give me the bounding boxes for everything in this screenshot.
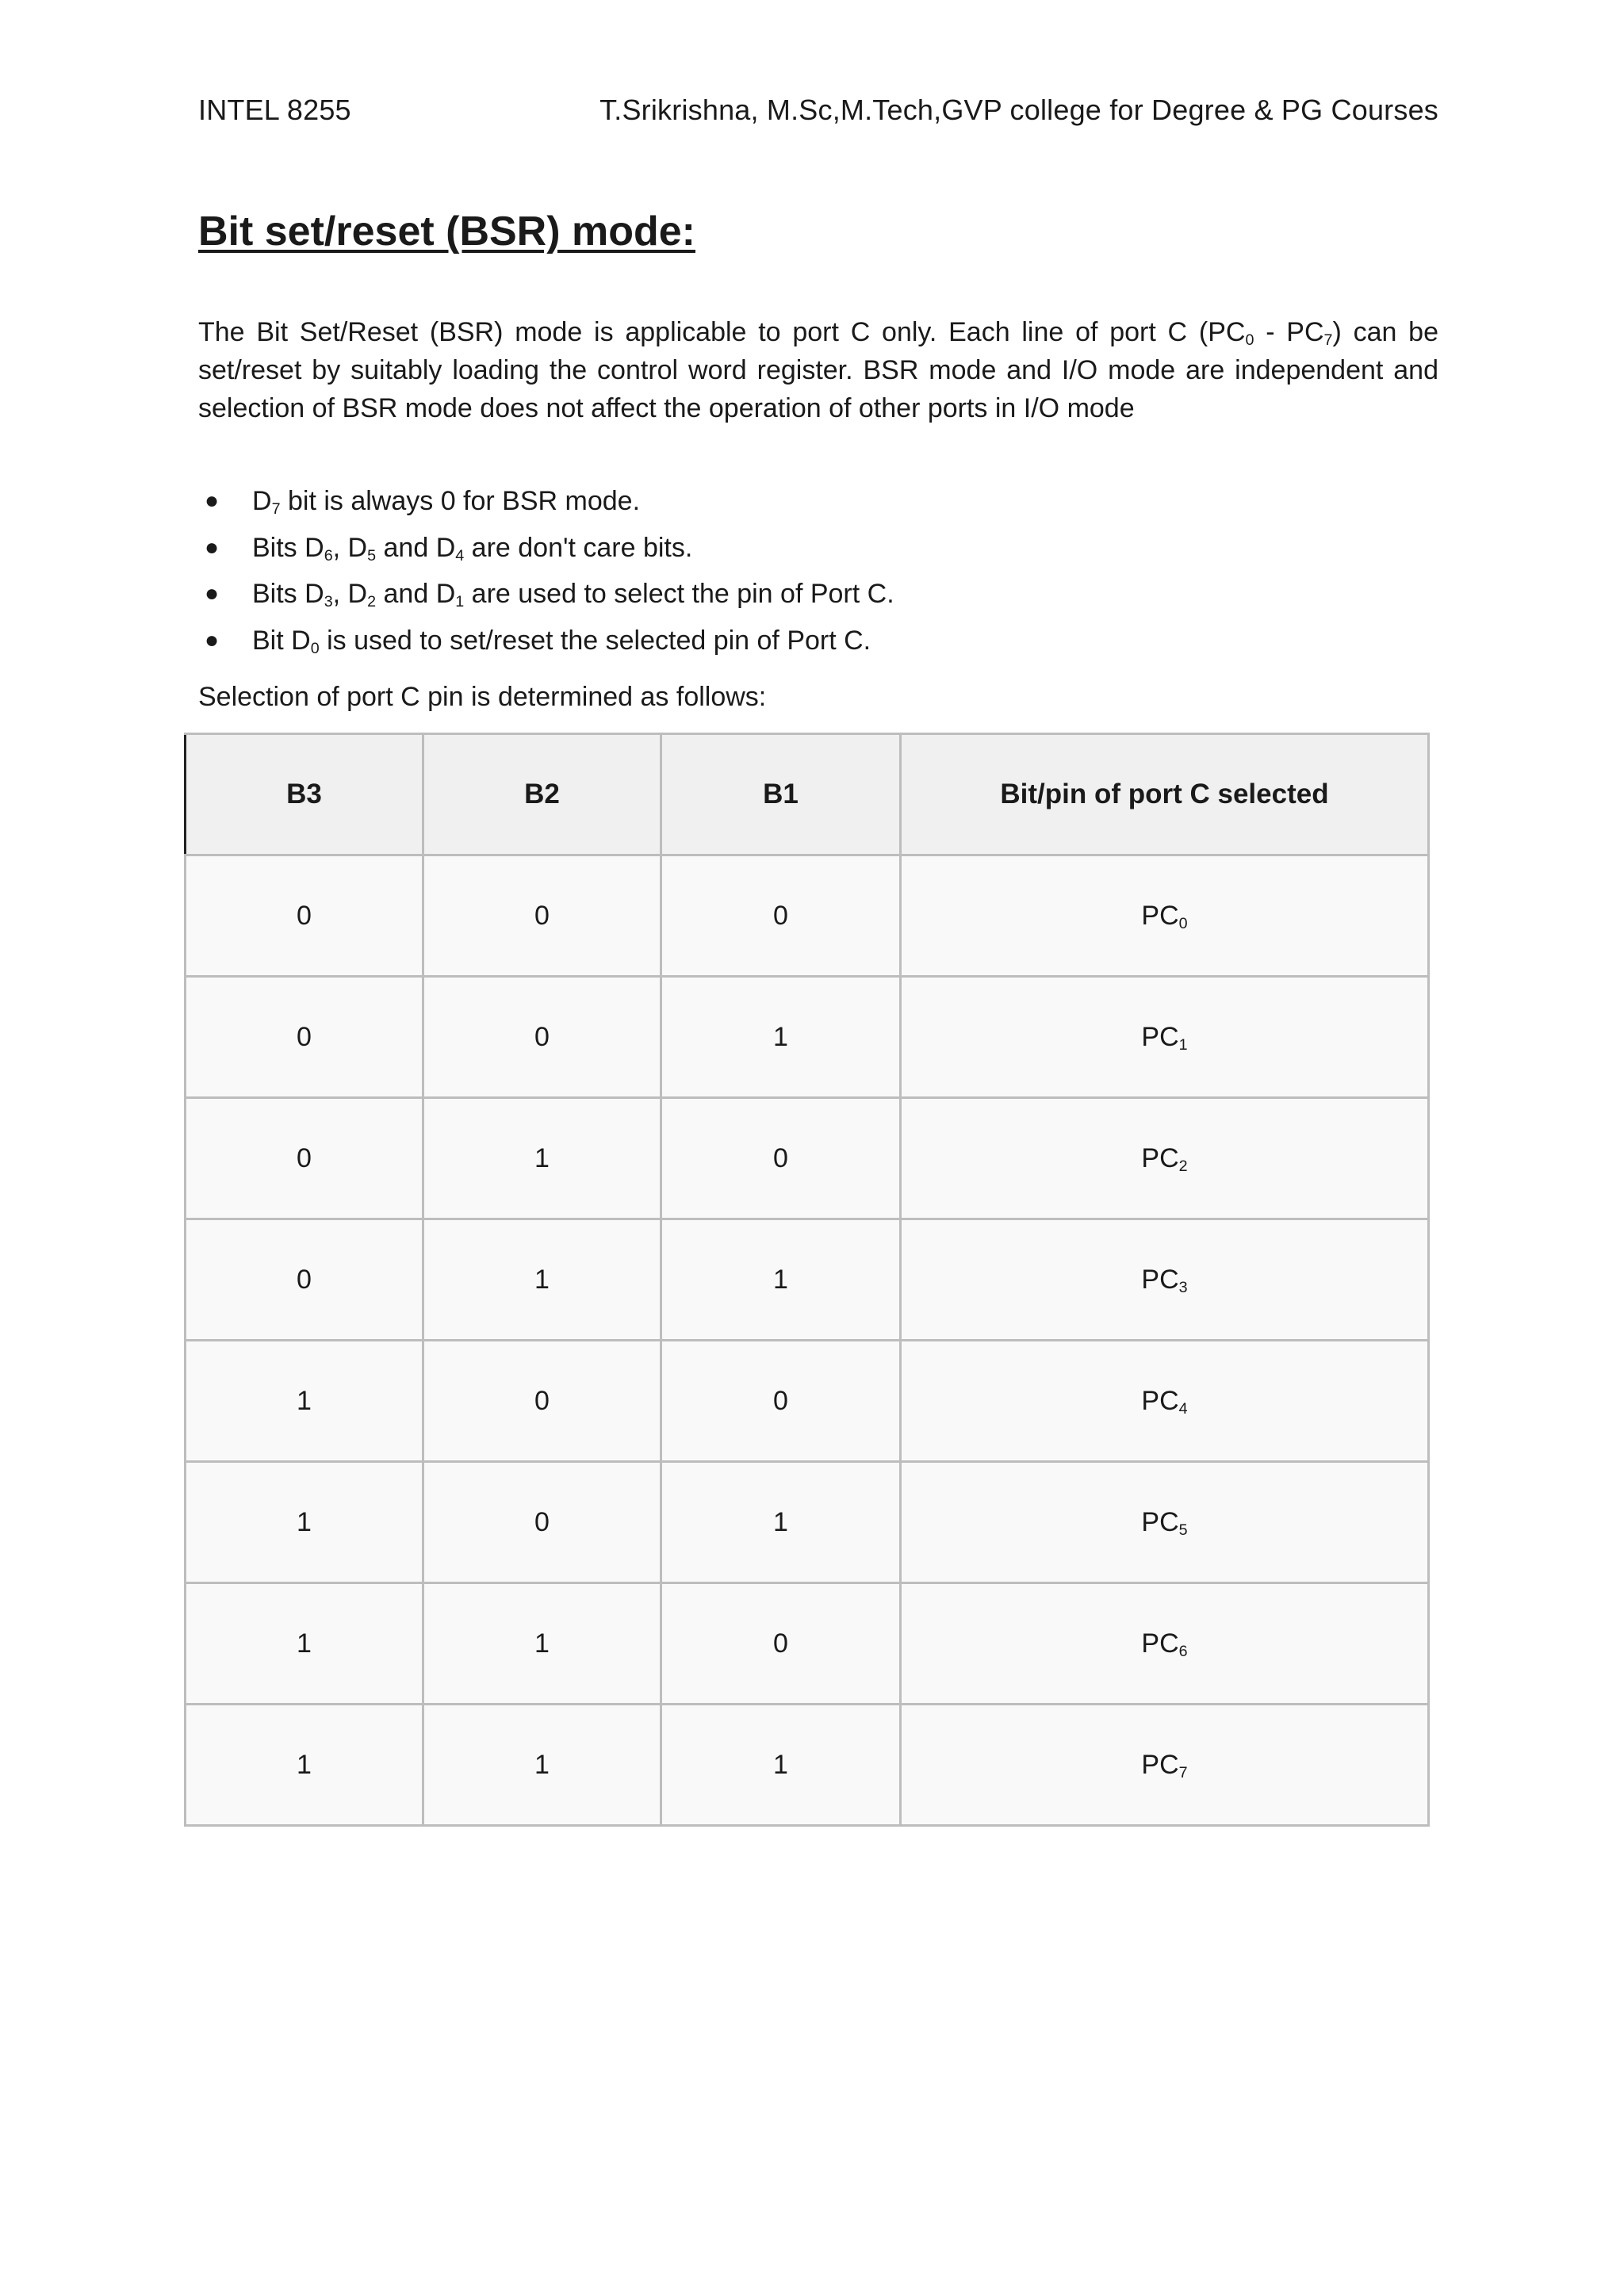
page-title: Bit set/reset (BSR) mode:	[198, 209, 695, 254]
selection-text: Selection of port C pin is determined as follows:	[198, 682, 767, 712]
header-b3: B3	[186, 734, 423, 855]
bullet-text: and D	[376, 532, 456, 563]
cell-pin	[901, 1583, 1429, 1705]
cell-pin	[901, 1462, 1429, 1583]
bullet-text: Bits D	[252, 579, 324, 609]
intro-sub-b: 7	[1323, 331, 1333, 349]
cell-b3: 1	[186, 1341, 423, 1462]
cell-pin	[901, 1705, 1429, 1826]
table-row	[186, 1583, 1429, 1705]
bullet-item	[198, 622, 1388, 668]
intro-text-c: ) can be set/reset by suitably loading the control word register. BSR mode and I/O mode are independent and selection of BSR mode does not affect the operation of other ports in I/O mode	[198, 317, 1439, 423]
bullet-text: is used to set/reset the selected pin of Port C.	[319, 625, 871, 656]
pin-label: PC	[1141, 900, 1179, 931]
bullet-text: , D	[332, 579, 368, 609]
cell-b1: 0	[661, 1341, 901, 1462]
table-row	[186, 1098, 1429, 1219]
table-header-row	[186, 734, 1429, 855]
bullet-sub: 3	[324, 592, 333, 610]
pin-sub: 1	[1178, 1035, 1188, 1054]
bullet-text: bit is always 0 for BSR mode.	[280, 486, 641, 516]
pin-sub: 5	[1178, 1521, 1188, 1539]
cell-b2: 1	[423, 1219, 661, 1341]
cell-pin	[901, 1098, 1429, 1219]
table-row	[186, 1462, 1429, 1583]
cell-b3: 1	[186, 1462, 423, 1583]
header-b1: B1	[661, 734, 901, 855]
intro-text-b: - PC	[1254, 317, 1324, 347]
bullet-sub: 5	[367, 546, 377, 564]
bullet-dot-icon: ●	[205, 488, 220, 514]
cell-b1: 1	[661, 977, 901, 1098]
bullet-sub: 4	[455, 546, 465, 564]
table-row	[186, 855, 1429, 977]
cell-b2: 1	[423, 1705, 661, 1826]
cell-b2: 0	[423, 1462, 661, 1583]
cell-b1: 1	[661, 1219, 901, 1341]
cell-b3: 0	[186, 1098, 423, 1219]
cell-b2: 0	[423, 855, 661, 977]
bullet-text: Bits D	[252, 532, 324, 563]
pin-label: PC	[1141, 1628, 1179, 1659]
bullet-text: are used to select the pin of Port C.	[464, 579, 894, 609]
cell-pin	[901, 977, 1429, 1098]
bullet-item	[198, 575, 1388, 622]
pin-label: PC	[1141, 1264, 1179, 1295]
header-pin: Bit/pin of port C selected	[901, 734, 1429, 855]
cell-b3: 0	[186, 1219, 423, 1341]
bullet-sub: 2	[367, 592, 377, 610]
cell-pin	[901, 855, 1429, 977]
pin-sub: 2	[1178, 1157, 1188, 1175]
table-row	[186, 1341, 1429, 1462]
bullet-dot-icon: ●	[205, 626, 220, 653]
cell-b3: 1	[186, 1705, 423, 1826]
cell-pin	[901, 1219, 1429, 1341]
cell-b3: 0	[186, 855, 423, 977]
bullet-text: , D	[332, 532, 368, 563]
table-row	[186, 1705, 1429, 1826]
bullet-text: Bit D	[252, 625, 311, 656]
cell-b3: 1	[186, 1583, 423, 1705]
cell-b1: 0	[661, 1583, 901, 1705]
pin-label: PC	[1141, 1749, 1179, 1780]
cell-b1: 0	[661, 1098, 901, 1219]
pin-sub: 7	[1178, 1763, 1188, 1781]
cell-b2: 1	[423, 1098, 661, 1219]
pin-label: PC	[1141, 1142, 1179, 1173]
cell-b2: 0	[423, 977, 661, 1098]
header-b2: B2	[423, 734, 661, 855]
cell-b2: 1	[423, 1583, 661, 1705]
table-row	[186, 1219, 1429, 1341]
pin-sub: 3	[1178, 1278, 1188, 1296]
cell-pin	[901, 1341, 1429, 1462]
pin-sub: 6	[1178, 1642, 1188, 1660]
cell-b1: 1	[661, 1462, 901, 1583]
bullet-item	[198, 482, 1388, 529]
header-right: T.Srikrishna, M.Sc,M.Tech,GVP college for Degree & PG Courses	[599, 94, 1438, 126]
bullet-dot-icon: ●	[205, 580, 220, 607]
bullet-text: are don't care bits.	[464, 532, 693, 563]
intro-paragraph	[198, 313, 1438, 427]
cell-b1: 1	[661, 1705, 901, 1826]
bullet-sub: 7	[271, 499, 281, 518]
cell-b2: 0	[423, 1341, 661, 1462]
pin-label: PC	[1141, 1021, 1179, 1052]
pin-label: PC	[1141, 1506, 1179, 1537]
bullet-sub: 0	[310, 639, 320, 657]
intro-sub-a: 0	[1245, 331, 1254, 349]
port-c-selection-table	[184, 733, 1430, 1827]
header-left: INTEL 8255	[198, 94, 351, 126]
intro-text-a: The Bit Set/Reset (BSR) mode is applicable to port C only. Each line of port C (PC	[198, 317, 1246, 347]
pin-sub: 4	[1178, 1399, 1188, 1418]
cell-b1: 0	[661, 855, 901, 977]
bullet-text: and D	[376, 579, 456, 609]
bullet-dot-icon: ●	[205, 534, 220, 561]
bullet-list	[198, 482, 1388, 668]
bullet-sub: 1	[455, 592, 465, 610]
pin-sub: 0	[1178, 914, 1188, 932]
cell-b3: 0	[186, 977, 423, 1098]
pin-label: PC	[1141, 1385, 1179, 1416]
bullet-text: D	[252, 486, 272, 516]
bullet-sub: 6	[324, 546, 333, 564]
bullet-item	[198, 529, 1388, 576]
table-row	[186, 977, 1429, 1098]
